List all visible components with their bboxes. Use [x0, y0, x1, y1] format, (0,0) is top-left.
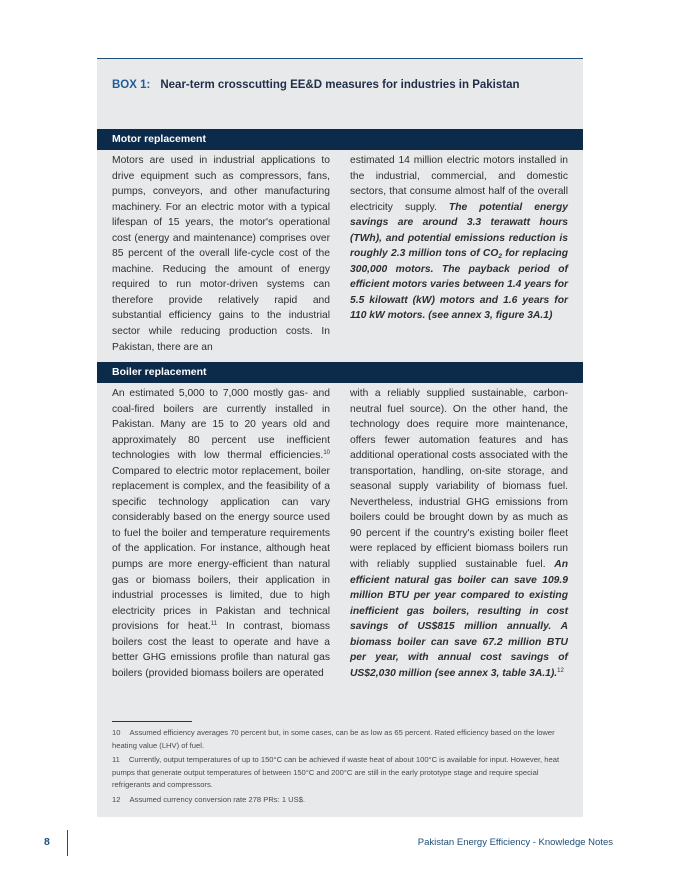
- boiler-right-paragraph: [350, 386, 568, 681]
- boiler-left-text-2: Compared to electric motor replacement, boiler replacement is complex, and the feasibility of a specific technology application can vary considerably based on the energy source used to fuel the boiler and temperature requirements of the application. For instance, although heat pumps are more energy-efficient than natural gas or biomass boilers, their application in industrial processes is limited, due to high electricity prices in Pakistan and technical provisions for heat.: [112, 465, 330, 633]
- footnote-12: [112, 794, 570, 807]
- footnote-10: [112, 727, 570, 752]
- motor-left-column: [112, 153, 330, 355]
- footnote-divider: [112, 721, 192, 722]
- boiler-left-column: [112, 386, 330, 681]
- footnote-number: 12: [112, 794, 121, 804]
- box-label: BOX 1:: [112, 79, 151, 91]
- boiler-replacement-heading: Boiler replacement: [97, 362, 583, 383]
- boiler-key-findings: An efficient natural gas boiler can save 109.9 million BTU per year compared to existing inefficient gas boilers, resulting in cost savings of US$815 million annually. A biomass boiler can save 67.2 million BTU per year, with annual cost savings of US$2,030 million (see annex 3, table 3A.1).: [350, 559, 568, 679]
- footnotes: [112, 727, 570, 808]
- motor-right-column: [350, 153, 568, 324]
- footer-title: Pakistan Energy Efficiency - Knowledge Notes: [417, 837, 613, 848]
- footnote-11: [112, 754, 570, 792]
- motor-replacement-heading: Motor replacement: [97, 129, 583, 150]
- footnote-ref-10: 10: [323, 450, 330, 457]
- page-number: 8: [44, 836, 50, 848]
- boiler-right-column: [350, 386, 568, 681]
- boiler-left-paragraph: [112, 386, 330, 681]
- footnote-number: 10: [112, 728, 121, 737]
- motor-right-paragraph: [350, 153, 568, 324]
- co2-subscript: 2: [498, 253, 502, 261]
- motor-key-findings-2: for replacing 300,000 motors. The payback period of efficient motors varies between 1.4 years for 5.5 kilowatt (kW) motors and 1.6 years for 110 kW motors. (see annex 3, figure 3A.1): [350, 248, 568, 322]
- footnote-text: Assumed efficiency averages 70 percent but, in some cases, can be as low as 65 percent. Rated efficiency based on the lower heating value (LHV) of fuel.: [112, 728, 555, 750]
- box-title: [112, 79, 520, 91]
- motor-left-paragraph: Motors are used in industrial applications to drive equipment such as compressors, fans, pumps, conveyors, and other manufacturing machinery. For an electric motor with a typical lifespan of 15 years, the motor's operational cost (energy and maintenance) comprises over 85 percent of the overall life-cycle cost of the machine. Reducing the amount of energy required to run motor-driven systems can therefore provide relatively rapid and substantial efficiency gains to the industrial sector while reducing production costs. In Pakistan, there are an: [112, 155, 330, 353]
- footnote-number: 11: [112, 755, 120, 764]
- boiler-right-text: with a reliably supplied sustainable, carbon-neutral fuel source). On the other hand, the technology does require more maintenance, offers fewer automation features and has additional operational costs associated with the transportation, handling, on-site storage, and seasonal supply variability of biomass fuel. Nevertheless, industrial GHG emissions from boilers could be brought down by as much as 90 percent if the country's existing boiler fleet were replaced by efficient biomass boilers run with reliably supplied sustainable fuel.: [350, 388, 568, 571]
- footnote-text: Currently, output temperatures of up to 150°C can be achieved if waste heat of about 100°C is available for input. However, heat pumps that generate output temperatures of between 150°C and 200°C are still in the early prototype stage and require special refrigerants and compressors.: [112, 755, 560, 789]
- footnote-ref-11: 11: [210, 621, 218, 628]
- motor-right-text: estimated 14 million electric motors installed in the industrial, commercial, and domestic sectors, that consume almost half of the overall electricity supply.: [350, 155, 568, 213]
- motor-key-findings-1: The potential energy savings are around 3.3 terawatt hours (TWh), and potential emissions reduction is roughly 2.3 million tons of CO: [350, 201, 569, 260]
- boiler-left-text-1: An estimated 5,000 to 7,000 mostly gas- and coal-fired boilers are currently installed in Pakistan. Many are 15 to 20 years old and approximately 80 percent use inefficient technologies with low thermal efficiencies.: [112, 388, 330, 462]
- boiler-left-text-3: In contrast, biomass boilers cost the least to operate and have a better GHG emissions profile than natural gas boilers (provided biomass boilers are operated: [112, 621, 330, 679]
- footnote-ref-12: 12: [557, 667, 564, 674]
- box-1: [97, 58, 583, 817]
- footer-divider: [67, 830, 68, 856]
- footnote-text: Assumed currency conversion rate 278 PRs: 1 US$.: [129, 794, 306, 804]
- box-title-text: Near-term crosscutting EE&D measures for industries in Pakistan: [160, 79, 520, 91]
